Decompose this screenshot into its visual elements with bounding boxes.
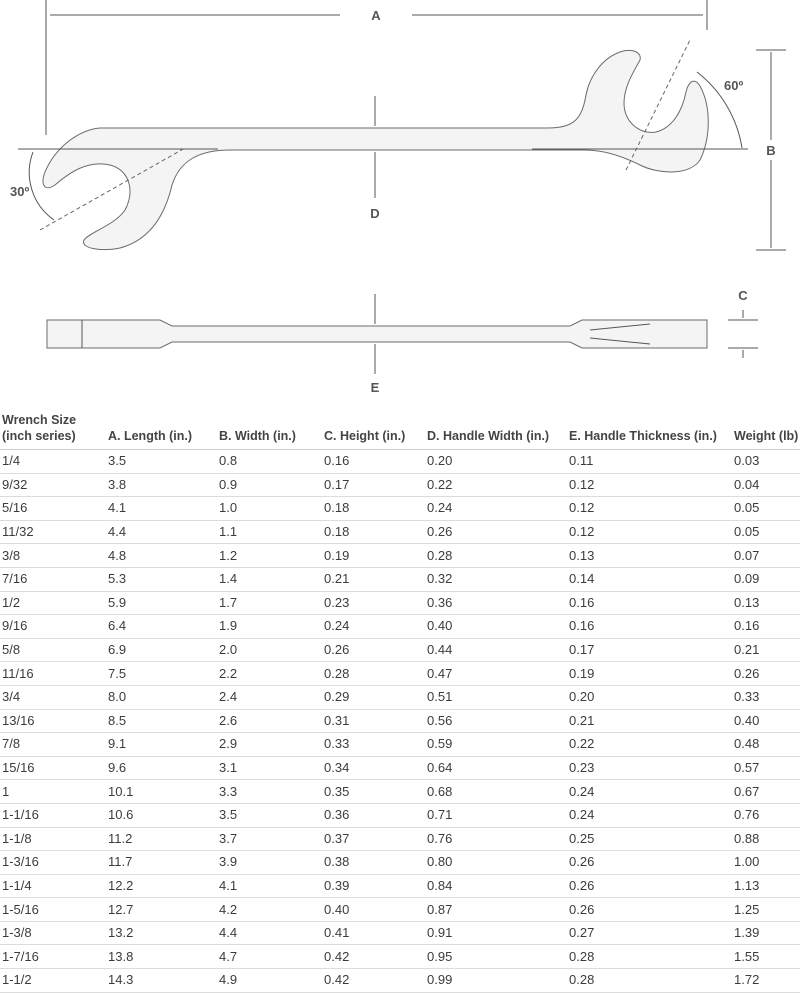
cell-length: 4.8	[106, 544, 217, 568]
cell-height: 0.18	[322, 497, 425, 521]
cell-length: 3.5	[106, 450, 217, 474]
table-row	[0, 544, 800, 568]
cell-width: 2.4	[217, 685, 322, 709]
cell-handle-thickness: 0.26	[567, 851, 732, 875]
cell-width: 3.7	[217, 827, 322, 851]
cell-width: 1.0	[217, 497, 322, 521]
cell-size: 3/4	[0, 685, 106, 709]
cell-weight: 0.03	[732, 450, 800, 474]
cell-weight: 0.21	[732, 638, 800, 662]
cell-weight: 0.57	[732, 756, 800, 780]
cell-size: 11/16	[0, 662, 106, 686]
table-row	[0, 685, 800, 709]
cell-width: 2.9	[217, 733, 322, 757]
cell-length: 11.2	[106, 827, 217, 851]
cell-size: 7/16	[0, 567, 106, 591]
table-row	[0, 780, 800, 804]
cell-width: 4.9	[217, 969, 322, 993]
cell-weight: 0.33	[732, 685, 800, 709]
cell-size: 15/16	[0, 756, 106, 780]
cell-weight: 0.05	[732, 497, 800, 521]
cell-handle-thickness: 0.16	[567, 615, 732, 639]
cell-height: 0.33	[322, 733, 425, 757]
cell-height: 0.41	[322, 921, 425, 945]
cell-length: 12.2	[106, 874, 217, 898]
cell-width: 4.2	[217, 898, 322, 922]
cell-size: 5/8	[0, 638, 106, 662]
table-body	[0, 450, 800, 993]
cell-size: 1/2	[0, 591, 106, 615]
cell-size: 1-1/2	[0, 969, 106, 993]
cell-handle-thickness: 0.28	[567, 945, 732, 969]
cell-height: 0.19	[322, 544, 425, 568]
cell-height: 0.42	[322, 969, 425, 993]
cell-height: 0.17	[322, 473, 425, 497]
cell-height: 0.39	[322, 874, 425, 898]
cell-height: 0.26	[322, 638, 425, 662]
table-row	[0, 733, 800, 757]
col-header-handle-thickness: E. Handle Thickness (in.)	[567, 412, 732, 450]
cell-size: 3/8	[0, 544, 106, 568]
cell-handle-thickness: 0.24	[567, 780, 732, 804]
cell-width: 4.1	[217, 874, 322, 898]
col-header-weight: Weight (lb)	[732, 412, 800, 450]
cell-size: 13/16	[0, 709, 106, 733]
label-d: D	[370, 206, 380, 221]
table-row	[0, 567, 800, 591]
table-row	[0, 520, 800, 544]
label-c: C	[738, 288, 748, 303]
cell-weight: 1.00	[732, 851, 800, 875]
cell-handle-width: 0.95	[425, 945, 567, 969]
cell-handle-thickness: 0.11	[567, 450, 732, 474]
cell-handle-width: 0.99	[425, 969, 567, 993]
cell-handle-width: 0.20	[425, 450, 567, 474]
cell-handle-thickness: 0.20	[567, 685, 732, 709]
cell-weight: 0.05	[732, 520, 800, 544]
cell-size: 9/16	[0, 615, 106, 639]
cell-length: 9.1	[106, 733, 217, 757]
col-header-handle-width: D. Handle Width (in.)	[425, 412, 567, 450]
cell-width: 1.7	[217, 591, 322, 615]
cell-size: 7/8	[0, 733, 106, 757]
cell-handle-width: 0.84	[425, 874, 567, 898]
table-row	[0, 898, 800, 922]
cell-size: 5/16	[0, 497, 106, 521]
cell-size: 1	[0, 780, 106, 804]
cell-handle-width: 0.80	[425, 851, 567, 875]
cell-width: 2.0	[217, 638, 322, 662]
cell-handle-thickness: 0.17	[567, 638, 732, 662]
cell-length: 4.1	[106, 497, 217, 521]
cell-height: 0.18	[322, 520, 425, 544]
cell-handle-width: 0.40	[425, 615, 567, 639]
wrench-side-view	[47, 294, 707, 395]
cell-weight: 0.40	[732, 709, 800, 733]
table-row	[0, 851, 800, 875]
cell-handle-thickness: 0.26	[567, 874, 732, 898]
cell-weight: 0.04	[732, 473, 800, 497]
cell-weight: 0.16	[732, 615, 800, 639]
dimension-c	[728, 288, 758, 358]
cell-weight: 1.25	[732, 898, 800, 922]
cell-size: 1-3/16	[0, 851, 106, 875]
cell-weight: 0.13	[732, 591, 800, 615]
cell-weight: 0.26	[732, 662, 800, 686]
table-row	[0, 827, 800, 851]
cell-handle-thickness: 0.12	[567, 520, 732, 544]
cell-height: 0.31	[322, 709, 425, 733]
cell-width: 0.8	[217, 450, 322, 474]
cell-size: 1-7/16	[0, 945, 106, 969]
cell-handle-width: 0.24	[425, 497, 567, 521]
table-row	[0, 921, 800, 945]
cell-height: 0.36	[322, 803, 425, 827]
cell-weight: 1.39	[732, 921, 800, 945]
cell-size: 9/32	[0, 473, 106, 497]
angle-left-label: 30º	[10, 184, 30, 199]
cell-weight: 0.09	[732, 567, 800, 591]
cell-handle-thickness: 0.27	[567, 921, 732, 945]
table-row	[0, 945, 800, 969]
cell-handle-width: 0.22	[425, 473, 567, 497]
table-row	[0, 803, 800, 827]
cell-length: 4.4	[106, 520, 217, 544]
cell-handle-width: 0.47	[425, 662, 567, 686]
cell-length: 14.3	[106, 969, 217, 993]
cell-length: 8.5	[106, 709, 217, 733]
cell-width: 0.9	[217, 473, 322, 497]
cell-size: 1-1/8	[0, 827, 106, 851]
cell-height: 0.24	[322, 615, 425, 639]
cell-length: 6.4	[106, 615, 217, 639]
cell-weight: 0.07	[732, 544, 800, 568]
cell-length: 13.8	[106, 945, 217, 969]
table-row	[0, 638, 800, 662]
cell-height: 0.23	[322, 591, 425, 615]
table-row	[0, 662, 800, 686]
cell-weight: 1.72	[732, 969, 800, 993]
cell-height: 0.21	[322, 567, 425, 591]
table-row	[0, 473, 800, 497]
cell-weight: 0.48	[732, 733, 800, 757]
cell-handle-thickness: 0.16	[567, 591, 732, 615]
cell-handle-width: 0.59	[425, 733, 567, 757]
label-e: E	[370, 380, 380, 395]
table-row	[0, 591, 800, 615]
cell-length: 12.7	[106, 898, 217, 922]
cell-handle-thickness: 0.21	[567, 709, 732, 733]
cell-length: 7.5	[106, 662, 217, 686]
cell-height: 0.42	[322, 945, 425, 969]
cell-handle-thickness: 0.25	[567, 827, 732, 851]
cell-length: 13.2	[106, 921, 217, 945]
cell-handle-thickness: 0.26	[567, 898, 732, 922]
cell-handle-width: 0.51	[425, 685, 567, 709]
cell-width: 1.4	[217, 567, 322, 591]
cell-height: 0.35	[322, 780, 425, 804]
wrench-spec-table	[0, 412, 800, 993]
cell-handle-width: 0.64	[425, 756, 567, 780]
dimension-b	[756, 50, 786, 250]
cell-handle-thickness: 0.14	[567, 567, 732, 591]
angle-right-label: 60º	[724, 78, 744, 93]
cell-handle-width: 0.26	[425, 520, 567, 544]
cell-length: 9.6	[106, 756, 217, 780]
cell-handle-width: 0.91	[425, 921, 567, 945]
cell-width: 3.1	[217, 756, 322, 780]
table-row	[0, 874, 800, 898]
cell-width: 1.2	[217, 544, 322, 568]
table-row	[0, 497, 800, 521]
col-header-height: C. Height (in.)	[322, 412, 425, 450]
col-header-width: B. Width (in.)	[217, 412, 322, 450]
cell-length: 8.0	[106, 685, 217, 709]
cell-width: 4.7	[217, 945, 322, 969]
cell-length: 5.3	[106, 567, 217, 591]
cell-handle-thickness: 0.19	[567, 662, 732, 686]
table-row	[0, 756, 800, 780]
cell-handle-width: 0.68	[425, 780, 567, 804]
cell-height: 0.16	[322, 450, 425, 474]
cell-length: 6.9	[106, 638, 217, 662]
cell-width: 1.1	[217, 520, 322, 544]
table-row	[0, 709, 800, 733]
cell-size: 1-1/4	[0, 874, 106, 898]
cell-length: 10.1	[106, 780, 217, 804]
cell-handle-thickness: 0.12	[567, 497, 732, 521]
cell-handle-width: 0.76	[425, 827, 567, 851]
col-header-wrench-size-label: Wrench Size (inch series)	[2, 413, 77, 443]
cell-size: 1-5/16	[0, 898, 106, 922]
cell-size: 11/32	[0, 520, 106, 544]
cell-width: 2.6	[217, 709, 322, 733]
cell-length: 3.8	[106, 473, 217, 497]
table-header-row	[0, 412, 800, 450]
cell-handle-width: 0.71	[425, 803, 567, 827]
cell-weight: 1.13	[732, 874, 800, 898]
cell-height: 0.34	[322, 756, 425, 780]
cell-length: 5.9	[106, 591, 217, 615]
cell-height: 0.40	[322, 898, 425, 922]
cell-weight: 0.67	[732, 780, 800, 804]
cell-height: 0.38	[322, 851, 425, 875]
dimension-d	[370, 96, 379, 221]
cell-width: 3.3	[217, 780, 322, 804]
cell-width: 3.5	[217, 803, 322, 827]
cell-height: 0.37	[322, 827, 425, 851]
table-row	[0, 450, 800, 474]
cell-width: 3.9	[217, 851, 322, 875]
cell-handle-thickness: 0.13	[567, 544, 732, 568]
cell-width: 2.2	[217, 662, 322, 686]
cell-handle-width: 0.32	[425, 567, 567, 591]
cell-height: 0.29	[322, 685, 425, 709]
cell-length: 10.6	[106, 803, 217, 827]
cell-width: 4.4	[217, 921, 322, 945]
cell-handle-thickness: 0.23	[567, 756, 732, 780]
label-b: B	[766, 143, 776, 158]
cell-size: 1/4	[0, 450, 106, 474]
col-header-length: A. Length (in.)	[106, 412, 217, 450]
cell-size: 1-1/16	[0, 803, 106, 827]
cell-handle-width: 0.56	[425, 709, 567, 733]
table-row	[0, 969, 800, 993]
cell-handle-width: 0.44	[425, 638, 567, 662]
label-a: A	[371, 8, 381, 23]
cell-weight: 1.55	[732, 945, 800, 969]
cell-handle-width: 0.36	[425, 591, 567, 615]
cell-handle-thickness: 0.12	[567, 473, 732, 497]
cell-weight: 0.88	[732, 827, 800, 851]
cell-size: 1-3/8	[0, 921, 106, 945]
cell-handle-thickness: 0.24	[567, 803, 732, 827]
cell-handle-width: 0.28	[425, 544, 567, 568]
cell-width: 1.9	[217, 615, 322, 639]
cell-handle-thickness: 0.22	[567, 733, 732, 757]
col-header-wrench-size	[0, 412, 106, 450]
cell-handle-thickness: 0.28	[567, 969, 732, 993]
cell-length: 11.7	[106, 851, 217, 875]
wrench-diagram	[0, 0, 800, 405]
cell-handle-width: 0.87	[425, 898, 567, 922]
cell-height: 0.28	[322, 662, 425, 686]
table-row	[0, 615, 800, 639]
cell-weight: 0.76	[732, 803, 800, 827]
